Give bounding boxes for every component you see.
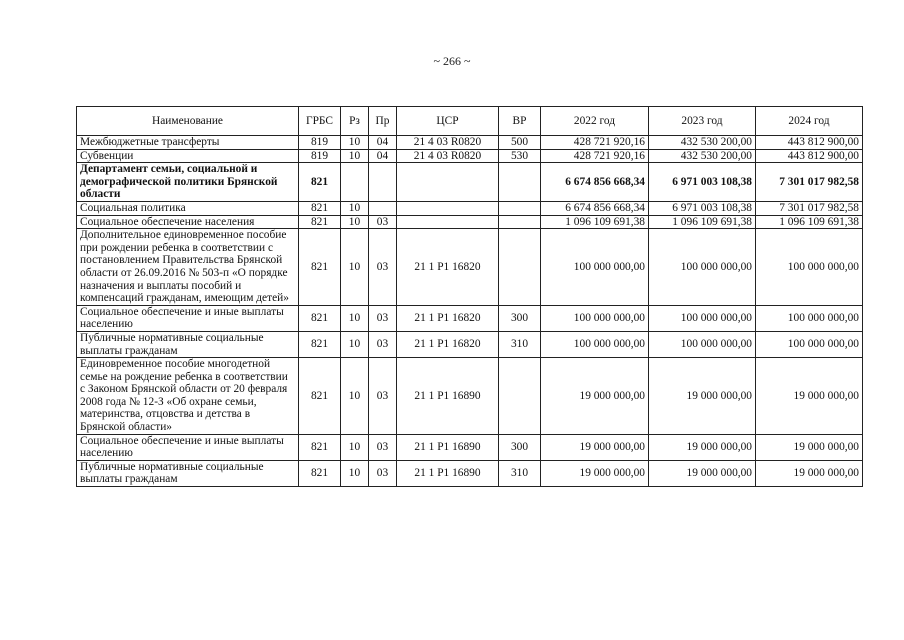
row-amount-2023-cell: 432 530 200,00 <box>649 149 756 163</box>
row-amount-2024-cell: 7 301 017 982,58 <box>756 201 863 215</box>
header-pr: Пр <box>369 107 397 136</box>
row-amount-2022-cell: 6 674 856 668,34 <box>541 163 649 202</box>
row-pr-cell: 03 <box>369 434 397 460</box>
row-name-cell: Социальная политика <box>77 201 299 215</box>
table-row <box>77 149 863 163</box>
row-vr-cell: 530 <box>499 149 541 163</box>
row-csr-cell: 21 1 P1 16820 <box>397 331 499 357</box>
row-amount-2022-cell: 100 000 000,00 <box>541 305 649 331</box>
row-grbs-cell: 821 <box>299 201 341 215</box>
header-year-2024: 2024 год <box>756 107 863 136</box>
table-row <box>77 460 863 486</box>
row-pr-cell: 03 <box>369 331 397 357</box>
header-year-2022: 2022 год <box>541 107 649 136</box>
table-row <box>77 358 863 435</box>
budget-table <box>76 106 863 487</box>
row-csr-cell <box>397 163 499 202</box>
row-name-cell: Межбюджетные трансферты <box>77 136 299 150</box>
row-name-cell: Социальное обеспечение и иные выплаты населению <box>77 305 299 331</box>
row-amount-2024-cell: 443 812 900,00 <box>756 149 863 163</box>
row-grbs-cell: 821 <box>299 305 341 331</box>
row-amount-2022-cell: 19 000 000,00 <box>541 358 649 435</box>
row-amount-2022-cell: 19 000 000,00 <box>541 460 649 486</box>
row-rz-cell: 10 <box>341 136 369 150</box>
table-row <box>77 305 863 331</box>
row-amount-2024-cell: 443 812 900,00 <box>756 136 863 150</box>
row-csr-cell: 21 1 P1 16890 <box>397 460 499 486</box>
row-amount-2023-cell: 19 000 000,00 <box>649 460 756 486</box>
row-rz-cell: 10 <box>341 331 369 357</box>
row-pr-cell: 03 <box>369 229 397 306</box>
row-amount-2023-cell: 432 530 200,00 <box>649 136 756 150</box>
row-name-cell: Социальное обеспечение населения <box>77 215 299 229</box>
table-row <box>77 229 863 306</box>
table-row <box>77 201 863 215</box>
row-amount-2023-cell: 1 096 109 691,38 <box>649 215 756 229</box>
row-name-cell: Единовременное пособие многодетной семье на рождение ребенка в соответствии с Законом Брянской области от 20 февраля 2008 года № 12-З «Об охране семьи, материнства, отцовства и детства в Брянской области» <box>77 358 299 435</box>
row-name-cell: Публичные нормативные социальные выплаты гражданам <box>77 460 299 486</box>
row-grbs-cell: 821 <box>299 434 341 460</box>
row-vr-cell: 500 <box>499 136 541 150</box>
row-grbs-cell: 821 <box>299 358 341 435</box>
row-name-cell: Департамент семьи, социальной и демографической политики Брянской области <box>77 163 299 202</box>
row-csr-cell: 21 1 P1 16820 <box>397 229 499 306</box>
row-amount-2022-cell: 100 000 000,00 <box>541 229 649 306</box>
row-name-cell: Дополнительное единовременное пособие при рождении ребенка в соответствии с постановлением Правительства Брянской области от 26.09.2016 № 503-п «О порядке назначения и выплаты пособий и компенсаций гражданам, имеющим детей» <box>77 229 299 306</box>
row-amount-2024-cell: 7 301 017 982,58 <box>756 163 863 202</box>
row-amount-2022-cell: 100 000 000,00 <box>541 331 649 357</box>
row-csr-cell: 21 4 03 R0820 <box>397 149 499 163</box>
row-pr-cell: 03 <box>369 305 397 331</box>
row-amount-2022-cell: 428 721 920,16 <box>541 149 649 163</box>
row-rz-cell: 10 <box>341 358 369 435</box>
row-amount-2024-cell: 100 000 000,00 <box>756 331 863 357</box>
row-rz-cell: 10 <box>341 229 369 306</box>
row-vr-cell: 310 <box>499 331 541 357</box>
row-csr-cell: 21 1 P1 16820 <box>397 305 499 331</box>
row-grbs-cell: 821 <box>299 331 341 357</box>
row-amount-2023-cell: 6 971 003 108,38 <box>649 163 756 202</box>
table-row <box>77 136 863 150</box>
row-amount-2024-cell: 1 096 109 691,38 <box>756 215 863 229</box>
row-csr-cell: 21 1 P1 16890 <box>397 358 499 435</box>
row-pr-cell: 03 <box>369 460 397 486</box>
row-vr-cell <box>499 358 541 435</box>
row-pr-cell <box>369 201 397 215</box>
row-pr-cell: 03 <box>369 358 397 435</box>
row-amount-2022-cell: 6 674 856 668,34 <box>541 201 649 215</box>
row-name-cell: Публичные нормативные социальные выплаты гражданам <box>77 331 299 357</box>
row-pr-cell: 04 <box>369 136 397 150</box>
row-amount-2024-cell: 100 000 000,00 <box>756 229 863 306</box>
row-rz-cell <box>341 163 369 202</box>
row-amount-2024-cell: 100 000 000,00 <box>756 305 863 331</box>
row-amount-2023-cell: 100 000 000,00 <box>649 305 756 331</box>
row-rz-cell: 10 <box>341 460 369 486</box>
table-row <box>77 215 863 229</box>
row-csr-cell <box>397 215 499 229</box>
row-grbs-cell: 819 <box>299 136 341 150</box>
row-vr-cell <box>499 215 541 229</box>
row-grbs-cell: 819 <box>299 149 341 163</box>
row-amount-2022-cell: 19 000 000,00 <box>541 434 649 460</box>
row-vr-cell: 300 <box>499 305 541 331</box>
header-year-2023: 2023 год <box>649 107 756 136</box>
row-amount-2022-cell: 1 096 109 691,38 <box>541 215 649 229</box>
row-rz-cell: 10 <box>341 149 369 163</box>
row-rz-cell: 10 <box>341 215 369 229</box>
row-amount-2024-cell: 19 000 000,00 <box>756 460 863 486</box>
row-name-cell: Социальное обеспечение и иные выплаты населению <box>77 434 299 460</box>
row-vr-cell <box>499 163 541 202</box>
row-amount-2024-cell: 19 000 000,00 <box>756 358 863 435</box>
header-grbs: ГРБС <box>299 107 341 136</box>
table-row <box>77 331 863 357</box>
row-vr-cell <box>499 201 541 215</box>
row-vr-cell: 310 <box>499 460 541 486</box>
table-row <box>77 163 863 202</box>
header-rz: Рз <box>341 107 369 136</box>
row-amount-2023-cell: 100 000 000,00 <box>649 229 756 306</box>
row-csr-cell: 21 1 P1 16890 <box>397 434 499 460</box>
header-csr: ЦСР <box>397 107 499 136</box>
row-amount-2022-cell: 428 721 920,16 <box>541 136 649 150</box>
row-grbs-cell: 821 <box>299 163 341 202</box>
row-rz-cell: 10 <box>341 201 369 215</box>
page-number: ~ 266 ~ <box>433 54 471 68</box>
row-grbs-cell: 821 <box>299 229 341 306</box>
row-pr-cell: 03 <box>369 215 397 229</box>
row-grbs-cell: 821 <box>299 460 341 486</box>
row-amount-2023-cell: 19 000 000,00 <box>649 434 756 460</box>
row-rz-cell: 10 <box>341 434 369 460</box>
row-name-cell: Субвенции <box>77 149 299 163</box>
row-vr-cell <box>499 229 541 306</box>
row-pr-cell: 04 <box>369 149 397 163</box>
row-rz-cell: 10 <box>341 305 369 331</box>
row-vr-cell: 300 <box>499 434 541 460</box>
row-amount-2023-cell: 100 000 000,00 <box>649 331 756 357</box>
header-vr: ВР <box>499 107 541 136</box>
row-amount-2023-cell: 19 000 000,00 <box>649 358 756 435</box>
row-pr-cell <box>369 163 397 202</box>
table-header-row <box>77 107 863 136</box>
row-amount-2024-cell: 19 000 000,00 <box>756 434 863 460</box>
row-csr-cell: 21 4 03 R0820 <box>397 136 499 150</box>
table-row <box>77 434 863 460</box>
row-csr-cell <box>397 201 499 215</box>
row-amount-2023-cell: 6 971 003 108,38 <box>649 201 756 215</box>
row-grbs-cell: 821 <box>299 215 341 229</box>
header-name: Наименование <box>77 107 299 136</box>
